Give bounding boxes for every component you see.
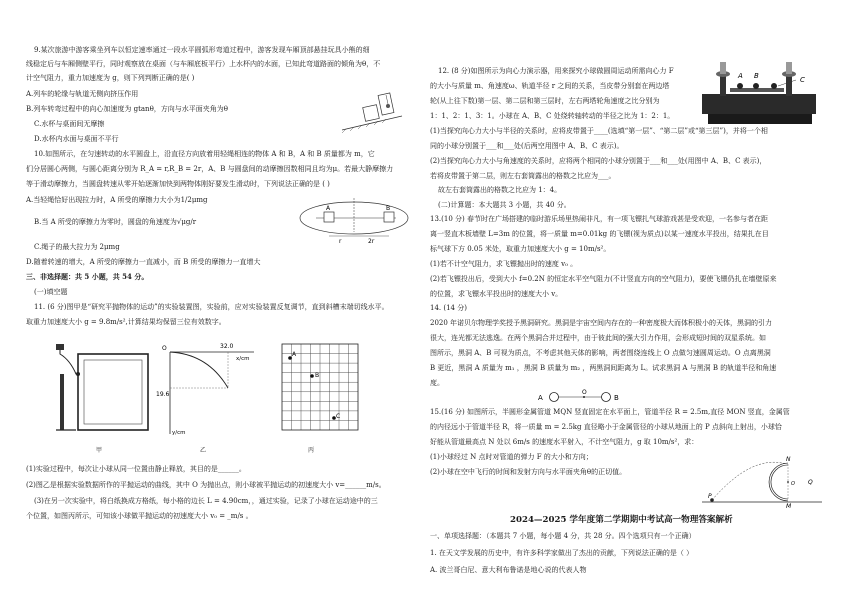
q15-label-m: M: [786, 503, 792, 510]
q15-stem: 15.(16 分) 如图所示，半圆形金属管道 MQN 竖直固定在水平面上，管道半径 R = 2.5m,直径 MON 竖直，金属管: [430, 408, 790, 416]
q15-label-q: Q: [808, 479, 813, 486]
q11-figure-jia: [56, 340, 152, 436]
q11-part2: (2)图乙是根据实验数据所作的平抛运动的曲线，其中 O 为抛出点，则小球被平抛运动的初速度大小 v=______m/s。: [26, 481, 386, 489]
q14-stem: 2020 年诺贝尔物理学奖授予黑洞研究。黑洞是宇宙空间内存在的一种密度极大而体积极小的天体，黑洞的引力: [430, 319, 773, 327]
calc-heading: (二)计算题：本大题共 3 小题，共 40 分。: [438, 201, 571, 209]
q10-option-d: D.随着转速的增大，A 所受的摩擦力一直减小，而 B 所受的摩擦力一直增大: [26, 258, 261, 266]
yi-y-unit: y/cm: [172, 430, 186, 436]
fig-jia-label: 甲: [96, 447, 103, 454]
q10-option-a: A.当轻绳恰好出现拉力时，A 所受的摩擦力大小为1/2μmg: [26, 196, 208, 204]
q11-stem: 11. (6 分)图甲是“研究平抛物体的运动”的实验装置图，实验前，应对实验装置反复调节，直到斜槽末端切线水平。: [34, 303, 389, 311]
q9-option-d: D.水杯内水面与桌面不平行: [34, 135, 119, 143]
q10-label-r: r: [339, 238, 342, 245]
q12-apparatus-figure: [700, 60, 820, 130]
q12-part2: (2)当探究向心力大小与角速度的关系时，应将两个相同的小球分别置于___和___处(用图中 A、B、C 表示)，: [430, 157, 767, 165]
q9-figure: [340, 90, 404, 134]
q12-label-c: C: [800, 76, 805, 84]
q14-label-o: O: [582, 389, 587, 396]
q9-option-c: C.水杯与桌面间无摩擦: [34, 120, 105, 128]
q12-label-a: A: [738, 72, 743, 80]
yi-y-value: 19.6: [156, 391, 170, 398]
q10-label-2r: 2r: [368, 238, 375, 245]
q10-figure: [296, 196, 414, 244]
exam-page: 9.某次旅游中游客乘坐列车以恒定速率通过一段水平圆弧形弯道过程中，游客发现车厢顶部悬挂玩具小熊的细 线稳定后与车厢侧壁平行，同时观察放在桌面（与车厢底板平行）上水杯内的水面，已知此弯道路面的倾角为θ，不 计空气阻力，重力加速度为 g，则下列判断正确的是( ) A.列车的轮缘与轨道无侧向挤压作用 B.列车转弯过程中的向心加速度为 gtanθ，方向与水平面夹角为θ C.水杯与桌面间无摩擦 D.水杯内水面与桌面不平行 10.如图所示，在匀速转动的水平圆盘上，沿直径方向放着用轻绳相连的物体 A 和 B，A 和 B 质量都为 m，它 们分居圆心两侧，与圆心距离分别为 R_A = r,R_B = 2r，A、B 与圆盘间的动摩擦因数相同且均为μ。若最大静摩擦力 等于滑动摩擦力，当圆盘转速从零开始逐渐加快到两物体刚好要发生滑动时，下列说法正确的是 ( ) A.当轻绳恰好出现拉力时，A 所受的摩擦力大小为1/2μmg B.当 A 所受的摩擦力为零时，圆盘的角速度为√μg/r C.绳子的最大拉力为 2μmg D.随着转速的增大，A 所受的摩擦力一直减小，而 B 所受的摩擦力一直增大 A B r 2r 三、非选择题：共 5 小题，共 54 分。 (一)填空题 11. (6 分)图甲是“研究平抛物体的运动”的实验装置图，实验前，应对实验装置反复调节，直到斜槽末端切线水平。 取重力加速度大小 g = 9.8m/s²,计算结果均保留三位有效数字。 甲 O 32.0 x/cm 19.6 y/cm 乙 A B C 丙 (1)实验过程中，每次让小球从同一位置由静止释放，其目的是______。 (2)图乙是根据实验数据所作的平抛运动的曲线，其中 O 为抛出点，则小球被平抛运动的初速度大小 v=______m/s。 (3)在另一次实验中，将白纸换成方格纸，每小格的边长 L = 4.90cm，，通过实验，记录了小球在运动途中的三 个位置，如图丙所示，可知该小球做平抛运动的初速度大小 v₀ = _m/s 。 12. (8 分)如图所示为向心力演示器，用来探究小球做圆周运动所需向心力 F 的大小与质量 m、角速度ω、轨道半径 r 之间的关系，当皮带分别套在两边塔 轮(从上往下数)第一层、第二层和第三层时，左右两塔轮角速度之比分别为 1：1、2：1、3：1。小球在 A、B、C 处绕转轴转动的半径之比为 1：2：1。 A B C (1)当探究向心力大小与半径的关系时，应将皮带置于____(选填“第一层”、“第二层”或“第三层”)，并将一个相 同的小球分别置于___和___处(后两空用图中 A、B、C 表示)。 (2)当探究向心力大小与角速度的关系时，应将两个相同的小球分别置于___和___处(用图中 A、B、C 表示)， 若将皮带置于第二层，则左右套筒露出的格数之比应为___。 故左右套筒露出的格数之比应为 1：4。 (二)计算题：本大题共 3 小题，共 40 分。 13.(10 分) 春节时在广场搭建的临时游乐场里热闹非凡，有一项飞镖扎气球游戏甚是受欢迎，一名参与者在距 离一竖直木板墙壁 L=3m 的位置，将一质量 m=0.01kg 的飞镖(视为质点)以某一速度水平投出，结果扎在目 标气球下方 0.05 米处，取重力加速度大小 g = 10m/s²。 (1)若不计空气阻力，求飞镖抛出时的速度 v₀ 。 (2)若飞镖投出后，受到大小 f=0.2N 的恒定水平空气阻力(不计竖直方向的空气阻力)，要使飞镖仍扎在墙壁原来 的位置，求飞镖水平投出时的速度大小 v。 14. (14 分) 2020 年诺贝尔物理学奖授予黑洞研究。黑洞是宇宙空间内存在的一种密度极大而体积极小的天体，黑洞的引力 很大，连光都无法逃逸。在两个黑洞合并过程中，由于彼此间的强大引力作用，会形成短时间的双星系统。如 图所示，黑洞 A、B 可视为质点，不考虑其他天体的影响，两者围绕连线上 O 点做匀速圆周运动。O 点离黑洞 B 更近，黑洞 A 质量为 m₁ ，黑洞 B 质量为 m₂ ，两黑洞间距离为 L。试求黑洞 A 与黑洞 B 的轨道半径和角速 度。 A O B 15.(16 分) 如图所示，半圆形金属管道 MQN 竖直固定在水平面上，管道半径 R = 2.5m,直径 MON 竖直，金属管 的内径远小于管道半径 R，将一质量 m = 2.5kg 直径略小于金属管径的小球从地面上的 P 点斜向上射出，小球恰 好能从管道最高点 N 处以 6m/s 的速度水平射入，不计空气阻力，g 取 10m/s²，求： (1)小球经过 N 点时对管道的弹力 F 的大小和方向； (2)小球在空中飞行的时间和发射方向与水平面夹角θ的正切值。 N Q P M O 2024—2025 学年度第二学期期中考试高一物理答案解析 一、单项选择题：（本题共 7 小题，每小题 4 分，共 28 分。四个选项只有一个正确） 1. 在天文学发展的历史中，有许多科学家做出了杰出的贡献，下列说法正确的是（ ） A. 波兰哥白尼、意大利布鲁诺是地心说的代表人物: [0, 0, 860, 608]
q15-tube-figure: [702, 452, 822, 508]
q12-part1: (1)当探究向心力大小与半径的关系时，应将皮带置于____(选填“第一层”、“第二层”或“第三层”)，并将一个相: [430, 127, 768, 135]
q10-label-b: B: [386, 205, 391, 212]
q10-stem: 10.如图所示，在匀速转动的水平圆盘上，沿直径方向放着用轻绳相连的物体 A 和 B，A 和 B 质量都为 m，它: [34, 150, 375, 158]
q15-part2: (2)小球在空中飞行的时间和发射方向与水平面夹角θ的正切值。: [430, 468, 627, 476]
q10-option-c: C.绳子的最大拉力为 2μmg: [34, 243, 120, 251]
fig-yi-label: 乙: [200, 447, 207, 454]
q14-title: 14. (14 分): [430, 304, 467, 312]
yi-origin-label: O: [162, 345, 167, 352]
q9-stem: 9.某次旅游中游客乘坐列车以恒定速率通过一段水平圆弧形弯道过程中，游客发现车厢顶部悬挂玩具小熊的细: [34, 46, 370, 54]
answer-title: 2024—2025 学年度第二学期期中考试高一物理答案解析: [510, 515, 733, 525]
q9-option-b: B.列车转弯过程中的向心加速度为 gtanθ，方向与水平面夹角为θ: [26, 105, 228, 113]
q11-figure-bing: [262, 332, 362, 440]
bing-point-b: B: [315, 372, 320, 379]
yi-x-value: 32.0: [220, 343, 234, 350]
q13-part1: (1)若不计空气阻力，求飞镖抛出时的速度 v₀ 。: [430, 260, 578, 268]
q10-option-b: B.当 A 所受的摩擦力为零时，圆盘的角速度为√μg/r: [34, 218, 197, 226]
answer-q1-stem: 1. 在天文学发展的历史中，有许多科学家做出了杰出的贡献，下列说法正确的是（ ）: [430, 549, 694, 557]
q15-label-p: P: [708, 493, 712, 500]
bing-point-c: C: [336, 413, 341, 420]
answer-section-heading: 一、单项选择题：（本题共 7 小题，每小题 4 分，共 28 分。四个选项只有一个正确）: [430, 532, 696, 540]
fill-in-heading: (一)填空题: [34, 288, 68, 296]
q10-label-a: A: [326, 205, 331, 212]
q14-label-b: B: [614, 394, 619, 402]
q11-figure-yi: [158, 338, 260, 438]
q11-part3: (3)在另一次实验中，将白纸换成方格纸，每小格的边长 L = 4.90cm，，通过实验，记录了小球在运动途中的三: [34, 497, 378, 505]
q14-binary-figure: [538, 389, 630, 405]
section-3-heading: 三、非选择题：共 5 小题，共 54 分。: [26, 272, 149, 281]
q14-label-a: A: [538, 394, 543, 402]
q15-label-o: O: [791, 481, 795, 487]
q15-label-n: N: [786, 456, 791, 463]
bing-point-a: A: [292, 351, 297, 358]
fig-bing-label: 丙: [308, 447, 315, 454]
q11-part1: (1)实验过程中，每次让小球从同一位置由静止释放，其目的是______。: [26, 465, 246, 473]
q12-stem: 12. (8 分)如图所示为向心力演示器，用来探究小球做圆周运动所需向心力 F: [438, 67, 674, 75]
q12-label-b: B: [754, 72, 759, 80]
q15-part1: (1)小球经过 N 点时对管道的弹力 F 的大小和方向；: [430, 453, 593, 461]
q13-stem: 13.(10 分) 春节时在广场搭建的临时游乐场里热闹非凡，有一项飞镖扎气球游戏甚是受欢迎，一名参与者在距: [430, 215, 768, 223]
q13-part2: (2)若飞镖投出后，受到大小 f=0.2N 的恒定水平空气阻力(不计竖直方向的空气阻力)，要使飞镖仍扎在墙壁原来: [430, 275, 777, 283]
answer-q1-option-a: A. 波兰哥白尼、意大利布鲁诺是地心说的代表人物: [430, 566, 587, 574]
q9-option-a: A.列车的轮缘与轨道无侧向挤压作用: [26, 90, 139, 98]
yi-x-unit: x/cm: [236, 356, 250, 362]
